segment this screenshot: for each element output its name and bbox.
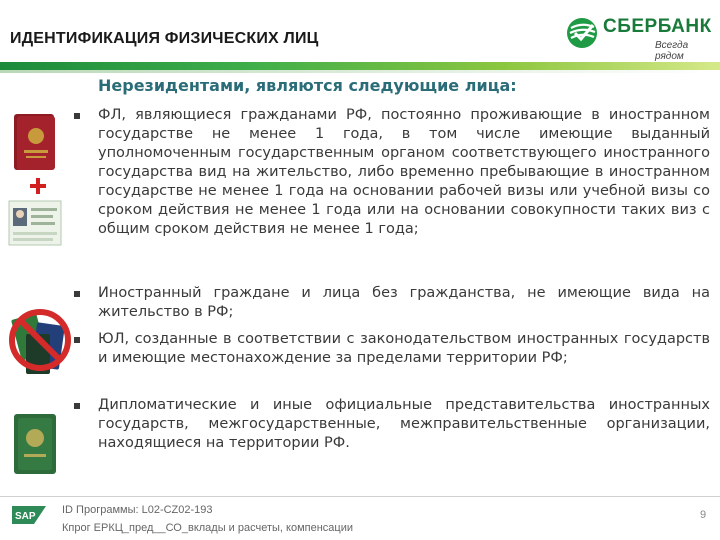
list-item-text: Иностранный граждане и лица без гражданства, не имеющие вида на жительство в РФ; bbox=[98, 285, 710, 320]
page-number: 9 bbox=[700, 509, 707, 521]
program-id: ID Программы: L02-CZ02-193 bbox=[62, 504, 213, 516]
page-title: ИДЕНТИФИКАЦИЯ ФИЗИЧЕСКИХ ЛИЦ bbox=[10, 30, 319, 47]
header-band-shadow bbox=[0, 70, 720, 73]
visa-page-icon bbox=[8, 200, 62, 246]
bullet-icon bbox=[74, 403, 80, 409]
plus-sign-icon bbox=[30, 178, 46, 194]
list-item-text: ЮЛ, созданные в соответствии с законодательством иностранных государств и имеющие местонахождение за пределами территории РФ; bbox=[98, 331, 710, 366]
list-item bbox=[70, 284, 710, 324]
russian-passport-icon bbox=[12, 112, 58, 172]
slide-subtitle: Нерезидентами, являются следующие лица: bbox=[98, 76, 517, 95]
program-name: Кпрог ЕРКЦ_пред__СО_вклады и расчеты, компенсации bbox=[62, 522, 354, 534]
green-passport-icon bbox=[12, 412, 58, 476]
header-band bbox=[0, 62, 720, 70]
bullet-icon bbox=[74, 337, 80, 343]
logo-slogan: Всегда рядом bbox=[655, 40, 689, 62]
list-item-text: ФЛ, являющиеся гражданами РФ, постоянно проживающие в иностранном государстве не менее 1 года, в том числе имеющие выданный уполномоченным государственным органом соответствующего иностранного государства вид на жительство, либо временно пребывающие в иностранном государстве не менее 1 года на основании рабочей визы или учебной визы со сроком действия не менее 1 года или на основании совокупности таких виз с общим сроком действия не менее 1 года; bbox=[98, 107, 710, 237]
logo-word: СБЕРБАНК bbox=[603, 16, 712, 37]
bullet-icon bbox=[74, 291, 80, 297]
list-item bbox=[70, 106, 710, 278]
sberbank-logo bbox=[565, 14, 715, 62]
list-item-text: Дипломатические и иные официальные представительства иностранных государств, межгосударственные, межправительственные организации, находящиеся на территории РФ. bbox=[98, 397, 710, 451]
sap-logo-text: SAP bbox=[15, 511, 36, 522]
sap-logo-icon bbox=[12, 506, 46, 524]
footer-divider bbox=[0, 496, 720, 497]
nonresident-list bbox=[70, 106, 710, 459]
no-entry-icon bbox=[8, 294, 74, 386]
list-item bbox=[70, 330, 710, 390]
bullet-icon bbox=[74, 113, 80, 119]
sberbank-logo-icon bbox=[565, 16, 599, 50]
list-item bbox=[70, 396, 710, 453]
